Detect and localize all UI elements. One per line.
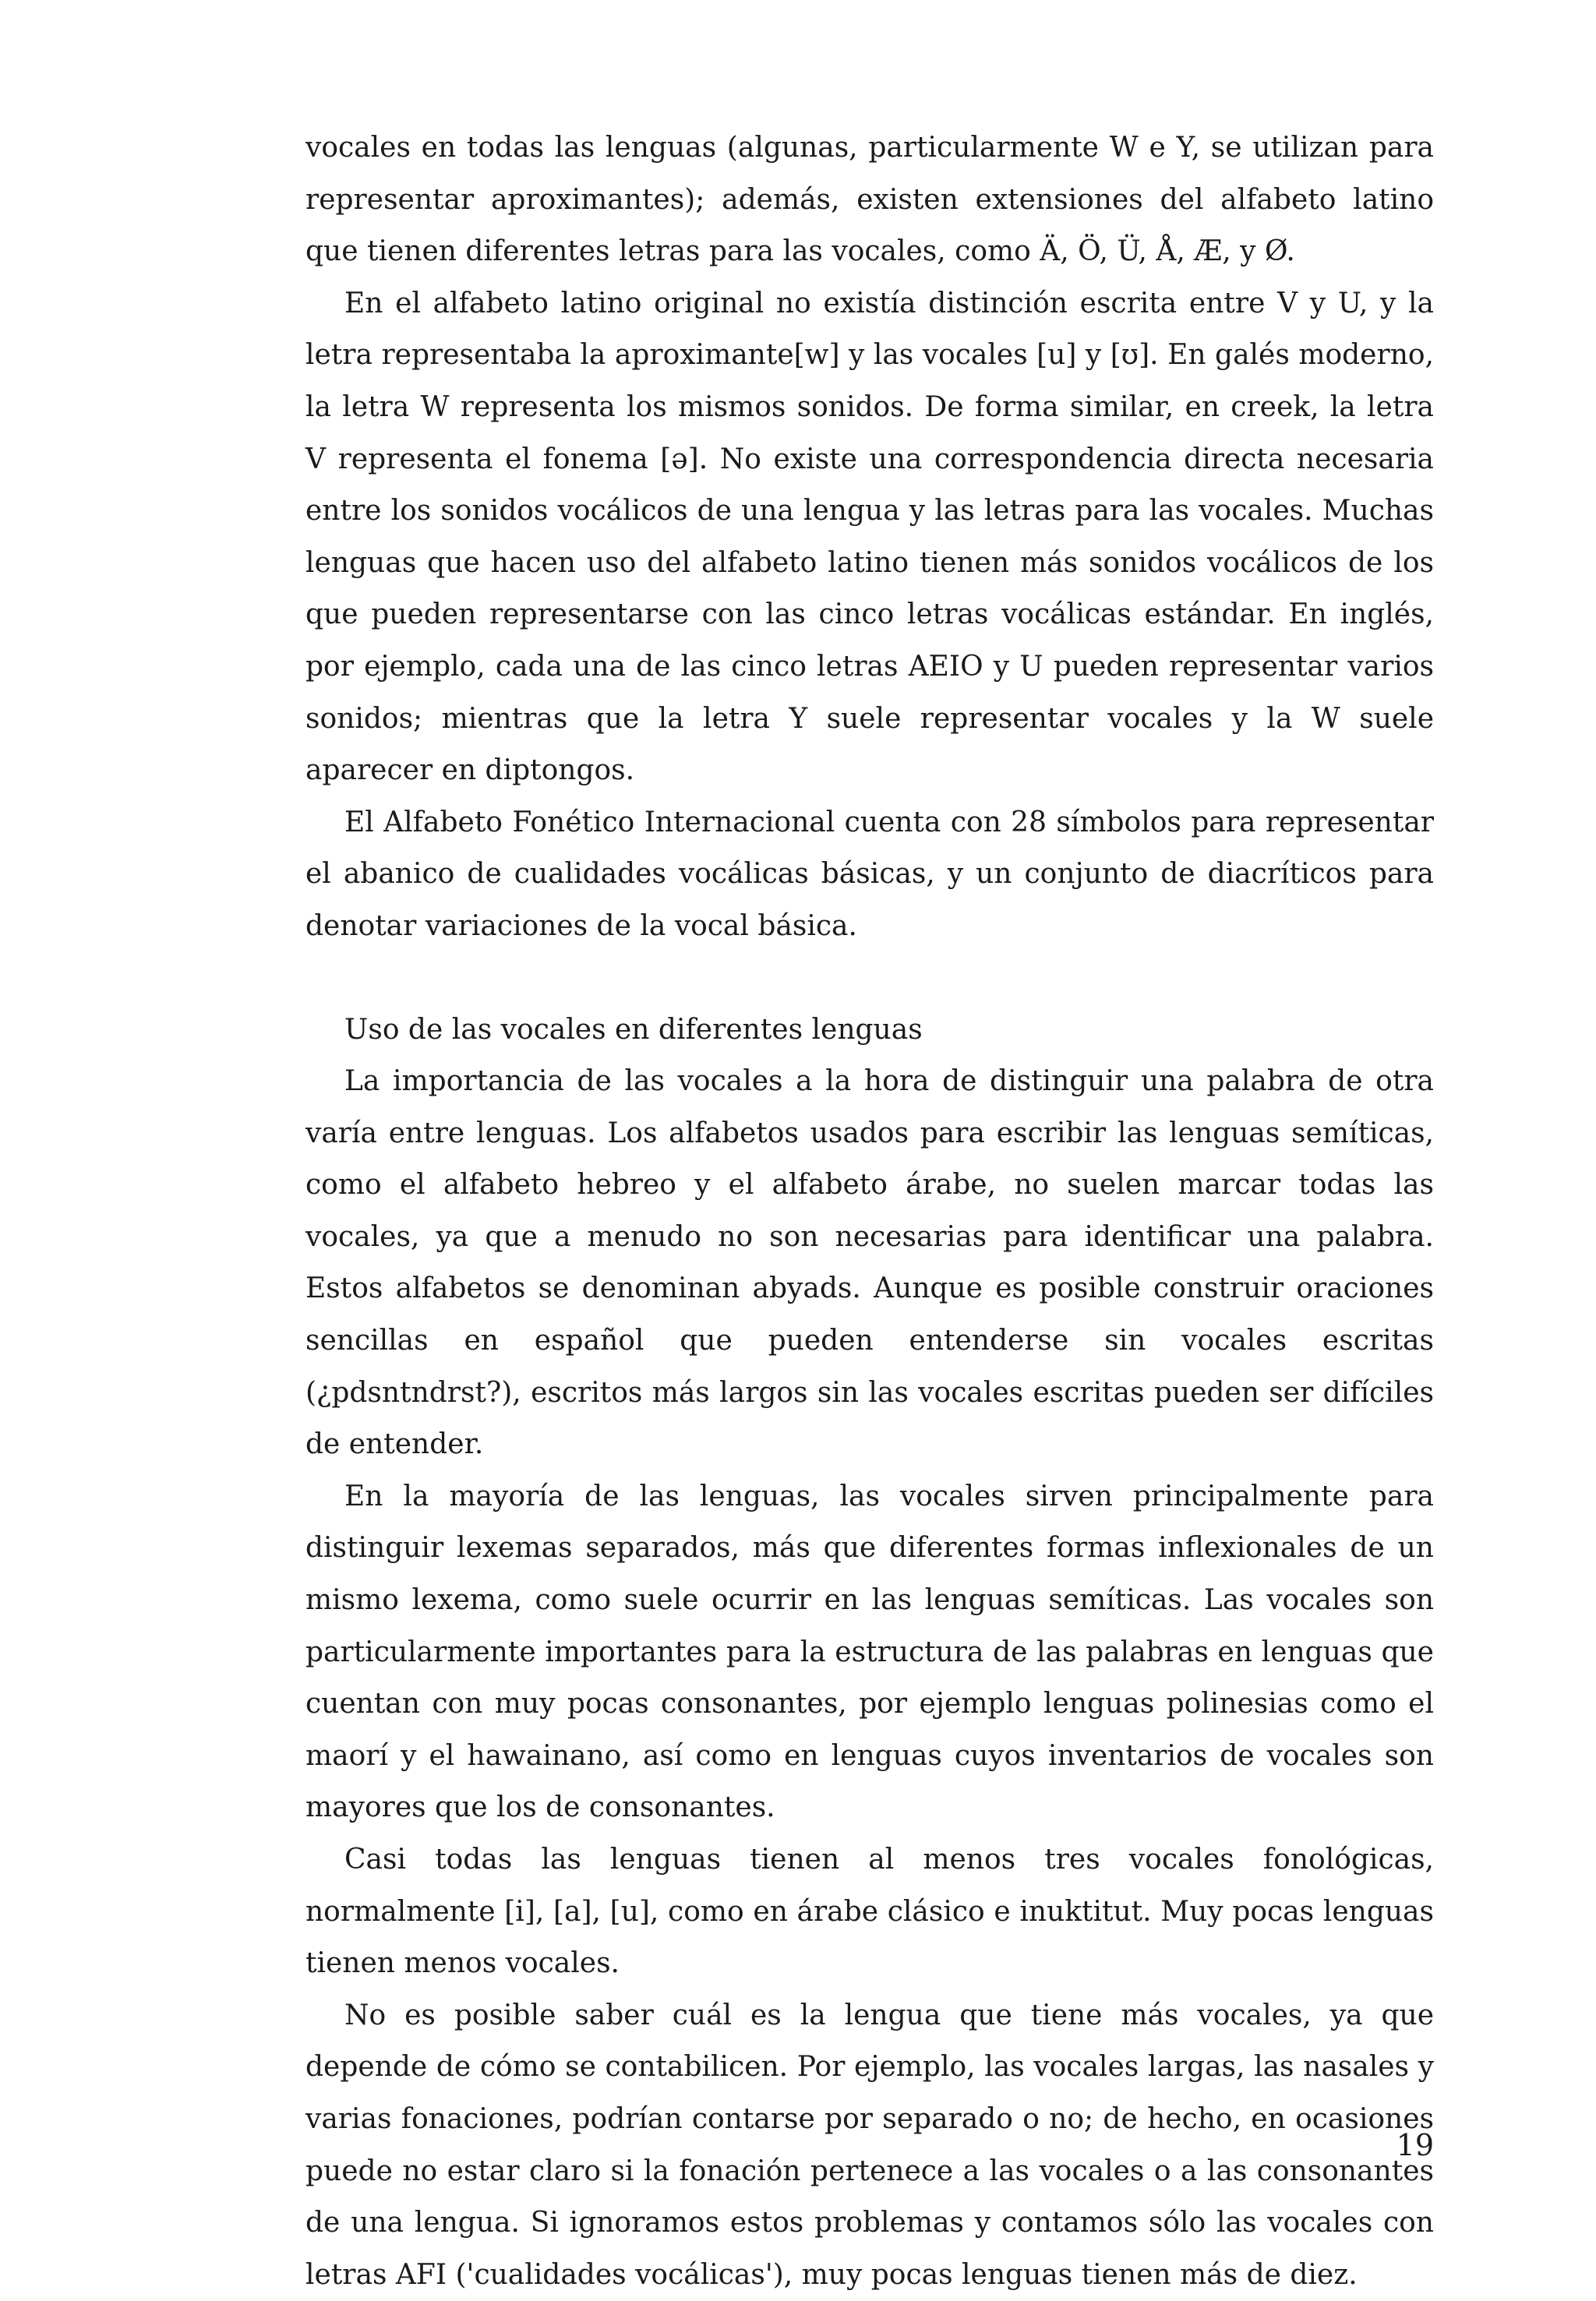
document-page: [305, 122, 1434, 2301]
paragraph-most-vowels: No es posible saber cuál es la lengua que tiene más vocales, ya que depende de cómo se contabilicen. Por ejemplo, las vocales largas, las nasales y varias fonaciones, podrían contarse por separado o no; de hecho, en ocasiones puede no estar claro si la fonación pertenece a las vocales o a las consonantes de una lengua. Si ignoramos estos problemas y contamos sólo las vocales con letras AFI ('cualidades vocálicas'), muy pocas lenguas tienen más de diez.: [305, 1999, 1434, 2291]
paragraph-three-vowels: Casi todas las lenguas tienen al menos tres vocales fonológicas, normalmente [i], [a], [u], como en árabe clásico e inuktitut. Muy pocas lenguas tienen menos vocales.: [305, 1844, 1434, 1980]
paragraph-importance: La importancia de las vocales a la hora de distinguir una palabra de otra varía entre lenguas. Los alfabetos usados para escribir las lenguas semíticas, como el alfabeto hebreo y el alfabeto árabe, no suelen marcar todas las vocales, ya que a menudo no son necesarias para identificar una palabra. Estos alfabetos se denominan abyads. Aunque es posible construir oraciones sencillas en español que pueden entenderse sin vocales escritas (¿pdsntndrst?), escritos más largos sin las vocales escritas pueden ser difíciles de entender.: [305, 1065, 1434, 1461]
page-number: 19: [1396, 2128, 1434, 2162]
section-gap: [305, 953, 1434, 1004]
paragraph-continuation: vocales en todas las lenguas (algunas, particularmente W e Y, se utilizan para representar aproximantes); además, existen extensiones del alfabeto latino que tienen diferentes letras para las vocales, como Ä, Ö, Ü, Å, Æ, y Ø.: [305, 132, 1434, 268]
paragraph-latin-alphabet: En el alfabeto latino original no existía distinción escrita entre V y U, y la letra representaba la aproximante[w] y las vocales [u] y [ʊ]. En galés moderno, la letra W representa los mismos sonidos. De forma similar, en creek, la letra V representa el fonema [ə]. No existe una correspondencia directa necesaria entre los sonidos vocálicos de una lengua y las letras para las vocales. Muchas lenguas que hacen uso del alfabeto latino tienen más sonidos vocálicos de los que pueden representarse con las cinco letras vocálicas estándar. En inglés, por ejemplo, cada una de las cinco letras AEIO y U pueden representar varios sonidos; mientras que la letra Y suele representar vocales y la W suele aparecer en diptongos.: [305, 287, 1434, 787]
section-heading: Uso de las vocales en diferentes lenguas: [344, 1013, 923, 1046]
paragraph-ipa: El Alfabeto Fonético Internacional cuenta con 28 símbolos para representar el abanico de cualidades vocálicas básicas, y un conjunto de diacríticos para denotar variaciones de la vocal básica.: [305, 806, 1434, 942]
paragraph-lexemes: En la mayoría de las lenguas, las vocales sirven principalmente para distinguir lexemas separados, más que diferentes formas inflexionales de un mismo lexema, como suele ocurrir en las lenguas semíticas. Las vocales son particularmente importantes para la estructura de las palabras en lenguas que cuentan con muy pocas consonantes, por ejemplo lenguas polinesias como el maorí y el hawainano, así como en lenguas cuyos inventarios de vocales son mayores que los de consonantes.: [305, 1480, 1434, 1824]
